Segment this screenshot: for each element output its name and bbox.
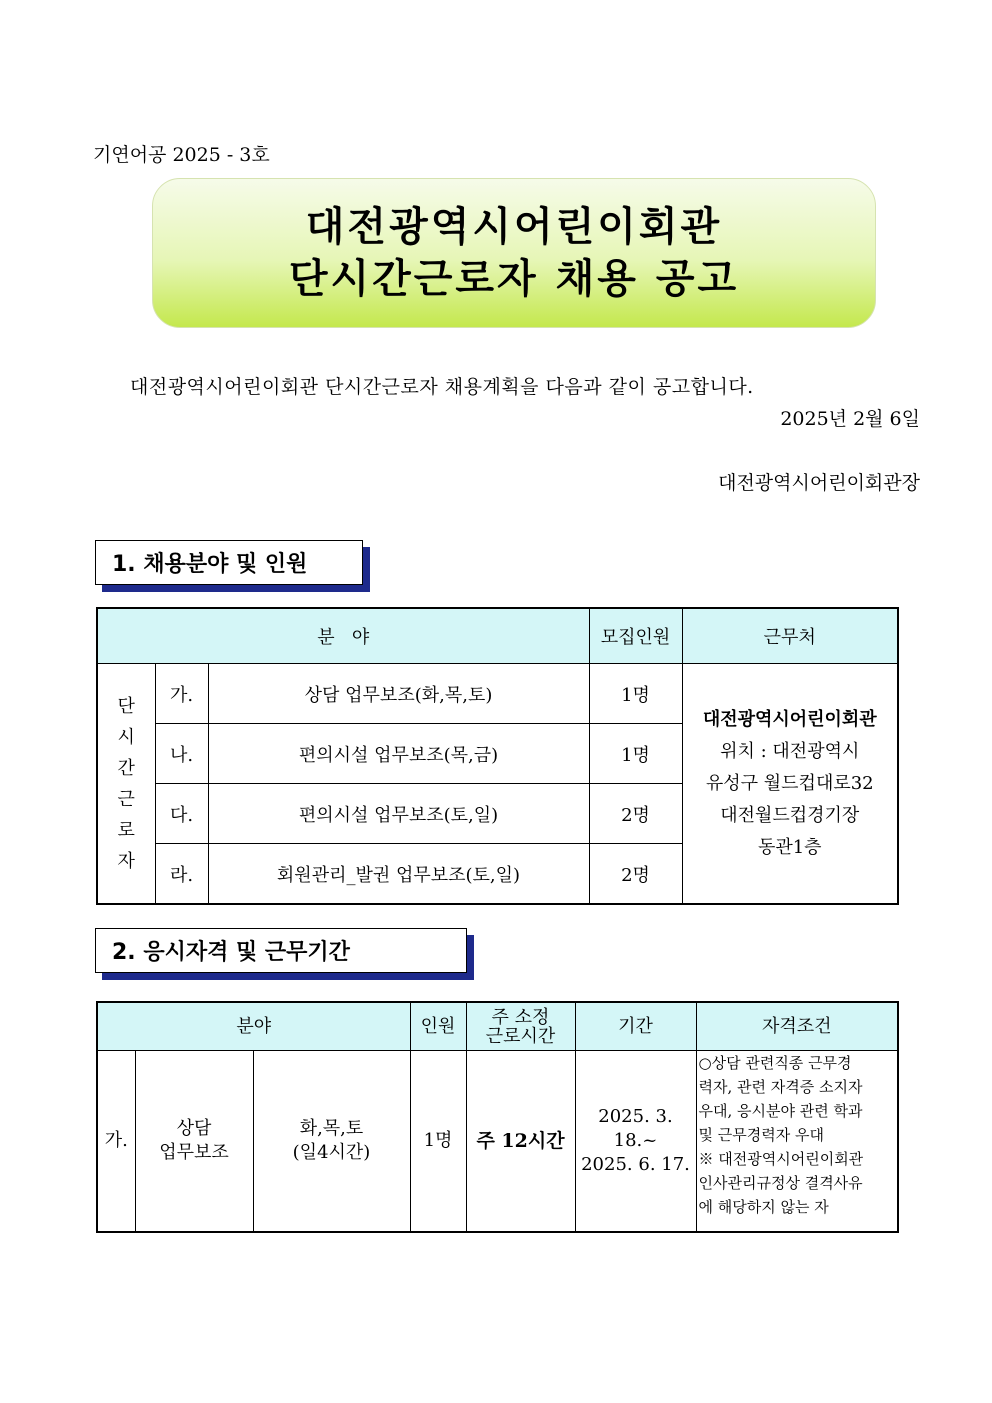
qualification-table	[96, 1001, 899, 1233]
header-hours	[466, 1002, 575, 1051]
row-qualifications	[696, 1051, 898, 1233]
workplace-name: 대전광역시어린이회관	[702, 708, 877, 730]
row-number: 다.	[155, 784, 208, 844]
section-1-heading: 1. 채용분야 및 인원	[95, 540, 363, 585]
qualification-line: 및 근무경력자 우대	[698, 1126, 824, 1144]
workplace-line: 대전월드컵경기장	[720, 804, 860, 826]
announcement-date: 2025년 2월 6일	[780, 408, 920, 430]
category-char: 근	[117, 788, 135, 810]
title-line-2: 단시간근로자 채용 공고	[288, 256, 740, 302]
workplace-line: 위치 : 대전광역시	[720, 740, 860, 762]
task-line: 업무보조	[159, 1142, 229, 1163]
title-line-1: 대전광역시어린이회관	[305, 204, 723, 250]
qualification-line: ※ 대전광역시어린이회관	[698, 1150, 864, 1168]
category-char: 간	[117, 757, 135, 779]
qualification-line: 인사관리규정상 결격사유	[698, 1174, 863, 1192]
row-number: 가.	[97, 1051, 135, 1233]
qualification-line: 에 해당하지 않는 자	[698, 1198, 829, 1216]
header-count: 모집인원	[589, 608, 682, 664]
category-char: 로	[117, 819, 135, 841]
row-period	[575, 1051, 696, 1233]
recruitment-table	[96, 607, 899, 905]
header-field: 분 야	[97, 608, 589, 664]
row-count: 2명	[589, 784, 682, 844]
row-task: 편의시설 업무보조(토,일)	[208, 784, 589, 844]
row-count: 1명	[589, 724, 682, 784]
task-line: 상담	[176, 1118, 212, 1139]
header-qualifications: 자격조건	[696, 1002, 898, 1051]
category-char: 시	[117, 726, 135, 748]
row-task	[135, 1051, 253, 1233]
header-count: 인원	[410, 1002, 466, 1051]
category-char: 단	[117, 695, 135, 717]
row-hours: 주 12시간	[466, 1051, 575, 1233]
category-char: 자	[117, 850, 135, 872]
period-line: 2025. 3. 18.~	[598, 1106, 673, 1151]
section-2-heading: 2. 응시자격 및 근무기간	[95, 928, 467, 973]
workplace-line: 유성구 월드컵대로32	[705, 772, 874, 794]
header-field: 분야	[97, 1002, 410, 1051]
header-hours-line: 주 소정	[491, 1006, 550, 1028]
workplace-line: 동관1층	[757, 836, 822, 858]
intro-text: 대전광역시어린이회관 단시간근로자 채용계획을 다음과 같이 공고합니다.	[130, 376, 754, 398]
row-task: 편의시설 업무보조(목,금)	[208, 724, 589, 784]
qualification-line: 력자, 관련 자격증 소지자	[698, 1078, 863, 1096]
qualification-line: ○상담 관련직종 근무경	[698, 1054, 852, 1072]
header-workplace: 근무처	[682, 608, 898, 664]
period-line: 2025. 6. 17.	[581, 1154, 690, 1175]
row-count: 2명	[589, 844, 682, 905]
document-number: 기연어공 2025 - 3호	[93, 144, 270, 166]
days-line: 화,목,토	[299, 1118, 364, 1139]
row-days	[253, 1051, 410, 1233]
row-number: 나.	[155, 724, 208, 784]
title-banner	[152, 178, 876, 328]
qualification-line: 우대, 응시분야 관련 학과	[698, 1102, 863, 1120]
days-line: (일4시간)	[292, 1142, 371, 1163]
row-number: 라.	[155, 844, 208, 905]
row-count: 1명	[410, 1051, 466, 1233]
header-period: 기간	[575, 1002, 696, 1051]
row-task: 상담 업무보조(화,목,토)	[208, 664, 589, 724]
category-cell	[97, 664, 155, 905]
row-count: 1명	[589, 664, 682, 724]
row-number: 가.	[155, 664, 208, 724]
workplace-cell	[682, 664, 898, 905]
signer: 대전광역시어린이회관장	[718, 472, 920, 494]
header-hours-line: 근로시간	[485, 1025, 556, 1047]
row-task: 회원관리_발권 업무보조(토,일)	[208, 844, 589, 905]
